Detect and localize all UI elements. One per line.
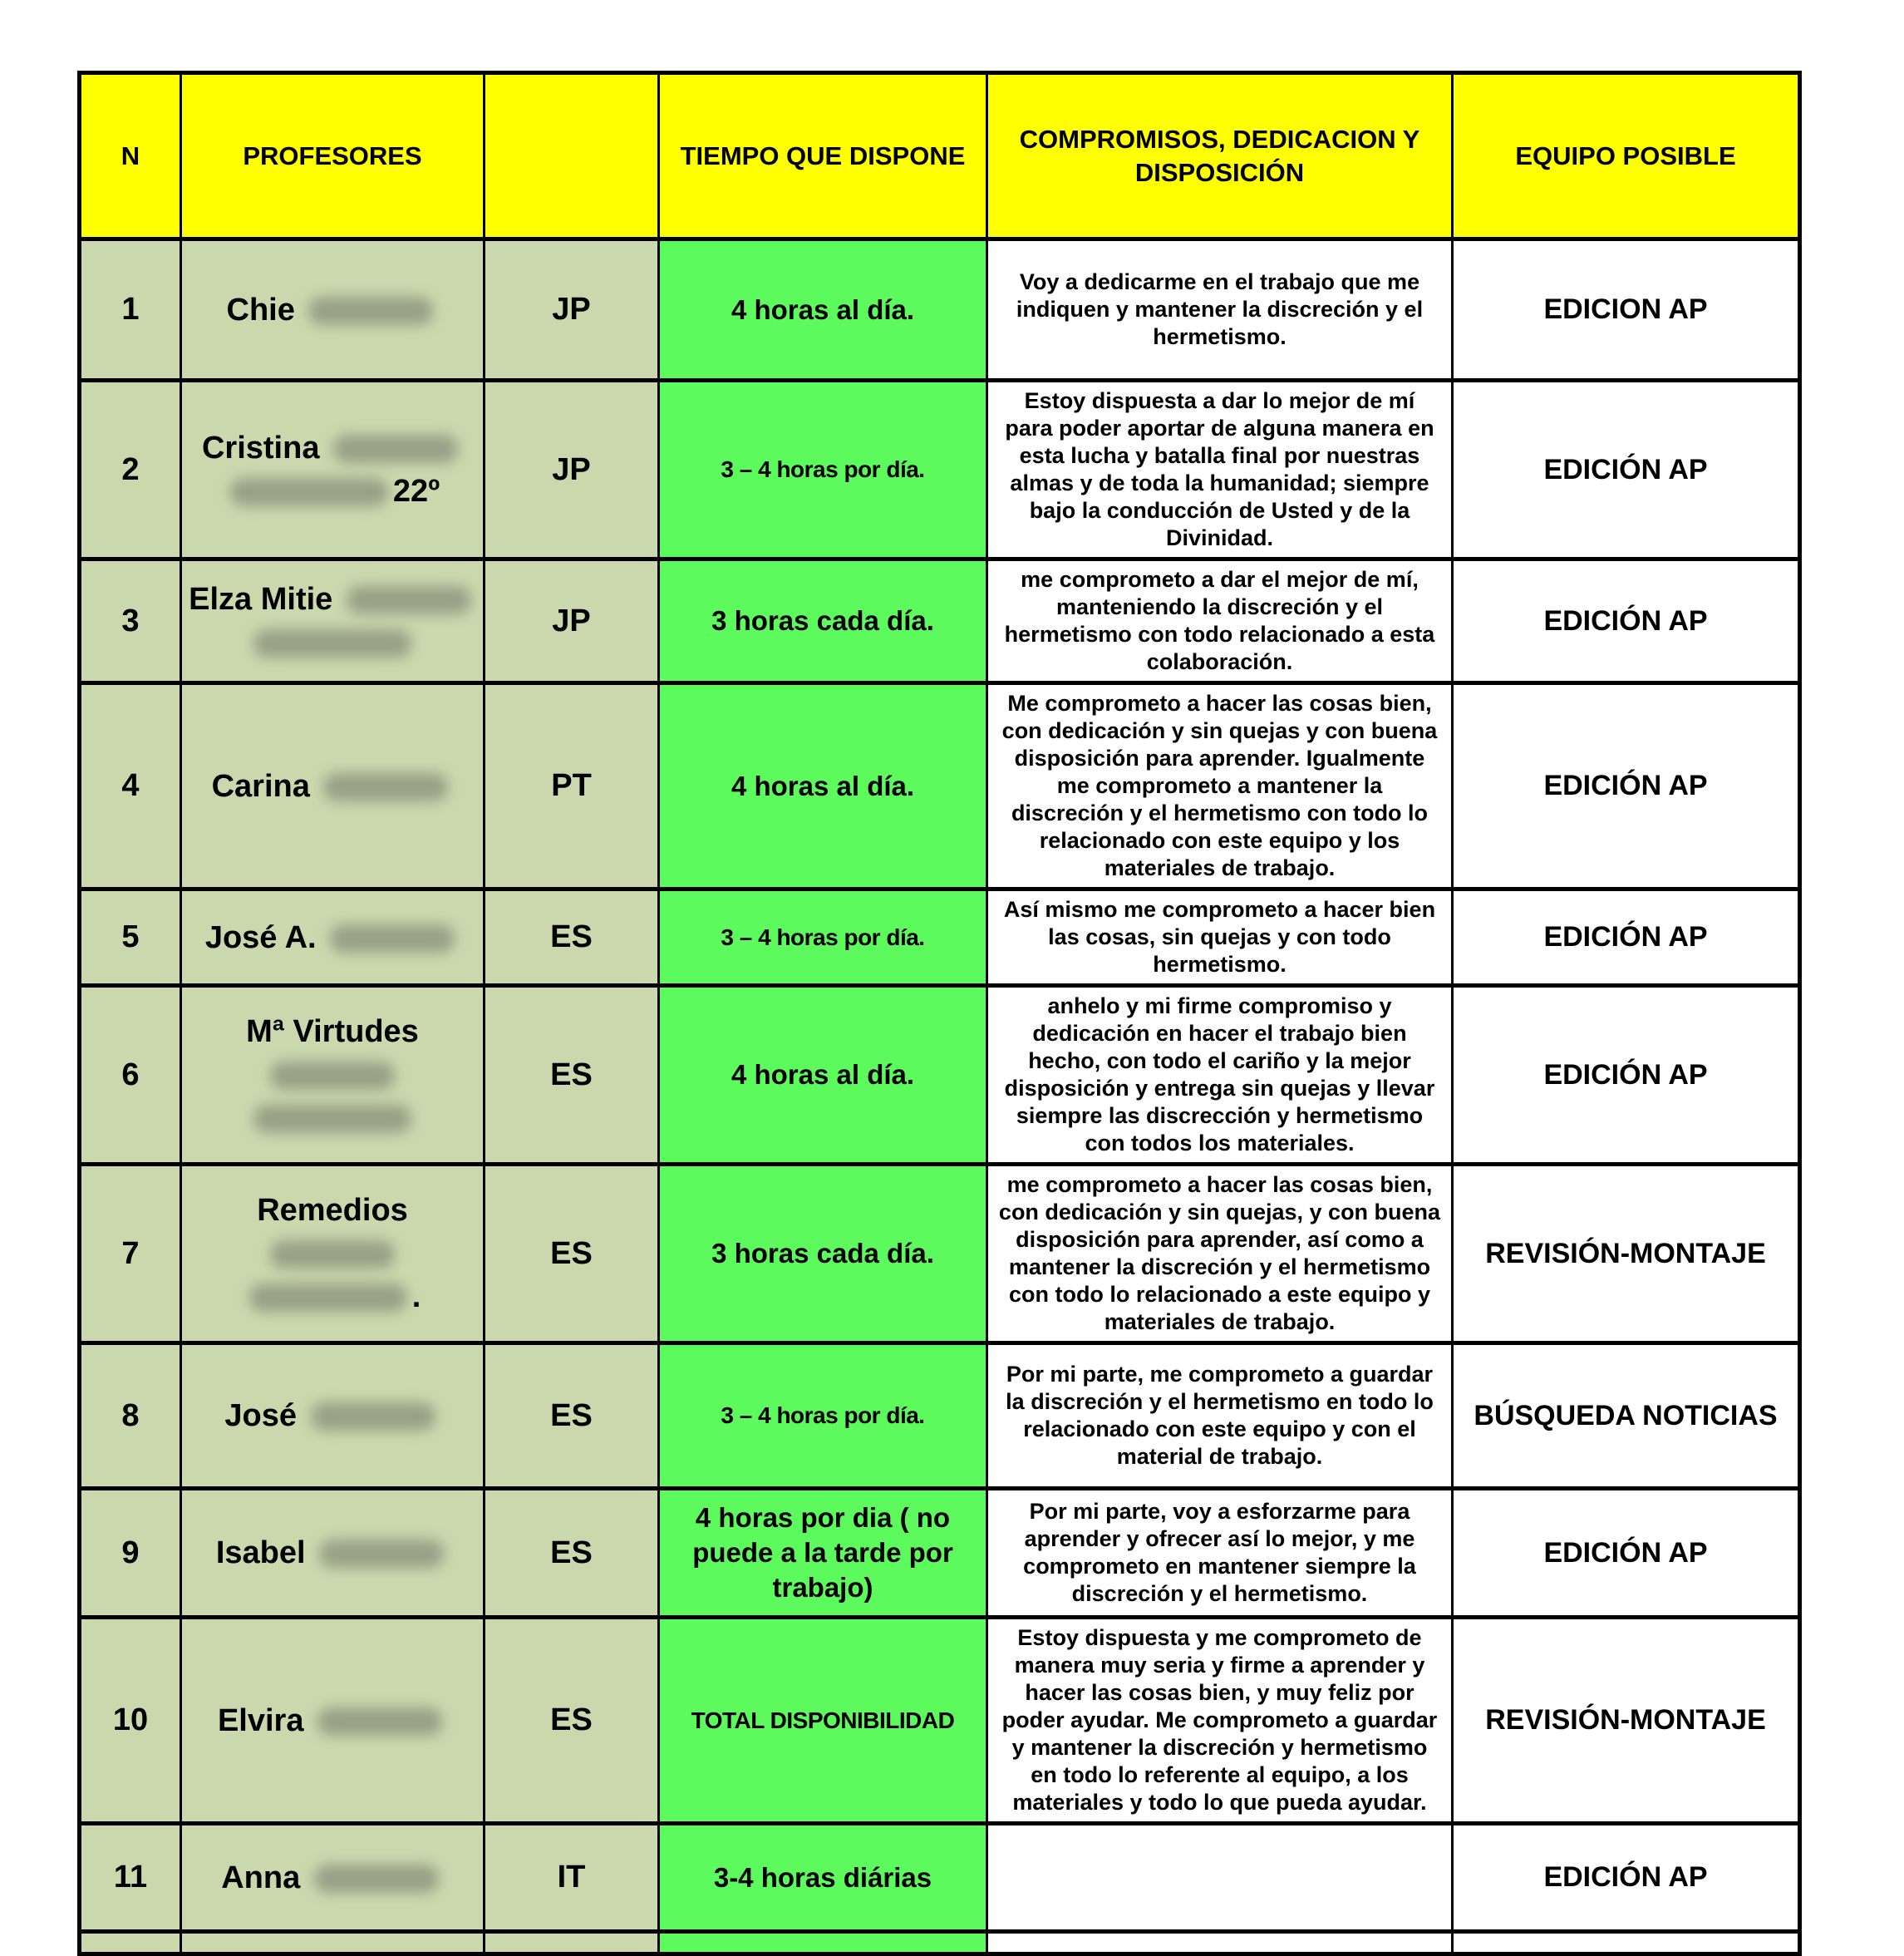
redacted-name-blur — [330, 924, 455, 953]
redacted-name-blur — [253, 1105, 411, 1133]
cut-off-cell — [80, 1932, 181, 1954]
professors-table — [77, 71, 1802, 1956]
team-cell: BÚSQUEDA NOTICIAS — [1453, 1343, 1800, 1489]
header-n: N — [80, 73, 181, 239]
team-cell: EDICION AP — [1453, 239, 1800, 381]
professor-name-suffix: . — [411, 1279, 421, 1314]
professor-name-line1 — [189, 916, 476, 959]
cut-off-cell — [181, 1932, 485, 1954]
table-row — [80, 1824, 1800, 1932]
table-row — [80, 381, 1800, 559]
team-cell: EDICIÓN AP — [1453, 381, 1800, 559]
redacted-name-blur — [314, 1865, 439, 1893]
language-cell: ES — [485, 1489, 659, 1618]
redacted-name-blur — [270, 1062, 395, 1090]
language-cell: JP — [485, 559, 659, 683]
professor-name-cell — [181, 1618, 485, 1824]
row-number-cell: 11 — [80, 1824, 181, 1932]
time-available-cell: 4 horas por dia ( no puede a la tarde por trabajo) — [659, 1489, 987, 1618]
professor-name-line1 — [189, 1010, 476, 1096]
professor-name-text: Elvira — [217, 1702, 304, 1738]
professor-name-cell — [181, 1824, 485, 1932]
team-cell: EDICIÓN AP — [1453, 1824, 1800, 1932]
row-number-cell: 3 — [80, 559, 181, 683]
time-available-cell: 4 horas al día. — [659, 683, 987, 889]
professor-name-line1 — [189, 288, 476, 332]
time-available-cell: 4 horas al día. — [659, 239, 987, 381]
professor-name-cell — [181, 986, 485, 1165]
professor-name-text: José A. — [204, 919, 317, 955]
redacted-name-blur — [317, 1707, 442, 1736]
commitment-cell: Estoy dispuesta a dar lo mejor de mí para poder aportar de alguna manera en esta lucha y batalla final por nuestras almas y de toda la humanidad; siempre bajo la conducción de Usted y de la Divinidad. — [987, 381, 1453, 559]
language-cell: ES — [485, 1343, 659, 1489]
professor-name-line1 — [189, 1531, 476, 1574]
team-cell: EDICIÓN AP — [1453, 683, 1800, 889]
cut-off-cell — [659, 1932, 987, 1954]
team-cell: REVISIÓN-MONTAJE — [1453, 1618, 1800, 1824]
row-number-cell: 1 — [80, 239, 181, 381]
professor-name-line1 — [189, 1699, 476, 1742]
commitment-cell — [987, 1824, 1453, 1932]
professor-name-line1 — [189, 578, 476, 621]
commitment-cell: anhelo y mi firme compromiso y dedicación en hacer el trabajo bien hecho, con todo el cariño y la mejor disposición y entrega sin quejas y llevar siempre las discrección y hermetismo con todos los materiales. — [987, 986, 1453, 1165]
commitment-cell: Por mi parte, me comprometo a guardar la discreción y el hermetismo en todo lo relacionado con este equipo y con el material de trabajo. — [987, 1343, 1453, 1489]
table-row — [80, 1343, 1800, 1489]
redacted-name-blur — [319, 1540, 444, 1568]
header-language — [485, 73, 659, 239]
cut-off-cell — [485, 1932, 659, 1954]
time-available-cell: 3 – 4 horas por día. — [659, 1343, 987, 1489]
header-row — [80, 73, 1800, 239]
commitment-cell: Por mi parte, voy a esforzarme para aprender y ofrecer así lo mejor, y me comprometo en mantener siempre la discreción y el hermetismo. — [987, 1489, 1453, 1618]
commitment-cell: Estoy dispuesta y me comprometo de manera muy seria y firme a aprender y hacer las cosas bien, y muy feliz por poder ayudar. Me comprometo a guardar y mantener la discreción y hermetismo en todo lo referente al equipo, a los materiales y todo lo que pueda ayudar. — [987, 1618, 1453, 1824]
row-number-cell: 6 — [80, 986, 181, 1165]
header-equipo: EQUIPO POSIBLE — [1453, 73, 1800, 239]
time-available-cell: 4 horas al día. — [659, 986, 987, 1165]
row-number-cell: 10 — [80, 1618, 181, 1824]
commitment-cell: Voy a dedicarme en el trabajo que me indiquen y mantener la discreción y el hermetismo. — [987, 239, 1453, 381]
language-cell: JP — [485, 381, 659, 559]
row-number-cell: 8 — [80, 1343, 181, 1489]
professor-name-cell — [181, 1165, 485, 1343]
redacted-name-blur — [333, 435, 458, 463]
cut-off-next-row — [80, 1932, 1800, 1954]
language-cell: ES — [485, 986, 659, 1165]
table-row — [80, 889, 1800, 986]
redacted-name-blur — [347, 586, 471, 614]
team-cell: EDICIÓN AP — [1453, 986, 1800, 1165]
professor-name-line1 — [189, 426, 476, 470]
time-available-cell: 3 – 4 horas por día. — [659, 381, 987, 559]
professor-name-suffix: 22º — [392, 474, 440, 509]
cut-off-cell — [1453, 1932, 1800, 1954]
time-available-cell: 3 – 4 horas por día. — [659, 889, 987, 986]
row-number-cell: 4 — [80, 683, 181, 889]
professor-name-cell — [181, 559, 485, 683]
professor-name-text: Elza Mitie — [189, 582, 333, 617]
time-available-cell: TOTAL DISPONIBILIDAD — [659, 1618, 987, 1824]
professor-name-text: Anna — [221, 1860, 301, 1895]
language-cell: ES — [485, 889, 659, 986]
table-row — [80, 239, 1800, 381]
professor-name-line1 — [189, 1189, 476, 1275]
redacted-name-blur — [230, 478, 388, 506]
redacted-name-blur — [270, 1240, 395, 1269]
header-profesores: PROFESORES — [181, 73, 485, 239]
professor-name-text: Cristina — [201, 431, 320, 466]
commitment-cell: me comprometo a hacer las cosas bien, con dedicación y sin quejas, y con buena disposición para aprender, así como a mantener la discreción y el hermetismo con todo lo relacionado a este equipo y materiales de trabajo. — [987, 1165, 1453, 1343]
time-available-cell: 3-4 horas diárias — [659, 1824, 987, 1932]
redacted-name-blur — [323, 773, 448, 801]
row-number-cell: 7 — [80, 1165, 181, 1343]
professor-name-text: Mª Virtudes — [246, 1014, 419, 1049]
professor-name-text: Carina — [211, 768, 310, 804]
professor-name-line2 — [189, 1096, 476, 1140]
header-tiempo: TIEMPO QUE DISPONE — [659, 73, 987, 239]
header-compromisos: COMPROMISOS, DEDICACION Y DISPOSICIÓN — [987, 73, 1453, 239]
commitment-cell: Me comprometo a hacer las cosas bien, con dedicación y sin quejas y con buena disposición para aprender. Igualmente me comprometo a mantener la discreción y el hermetismo con todo lo relacionado con este equipo y los materiales de trabajo. — [987, 683, 1453, 889]
professor-name-line1 — [189, 765, 476, 808]
table-row — [80, 1618, 1800, 1824]
professor-name-line2 — [189, 470, 476, 513]
row-number-cell: 2 — [80, 381, 181, 559]
commitment-cell: me comprometo a dar el mejor de mí, manteniendo la discreción y el hermetismo con todo relacionado a esta colaboración. — [987, 559, 1453, 683]
professor-name-cell — [181, 1489, 485, 1618]
redacted-name-blur — [253, 629, 411, 658]
redacted-name-blur — [311, 1402, 435, 1431]
language-cell: IT — [485, 1824, 659, 1932]
table-row — [80, 559, 1800, 683]
professor-name-cell — [181, 239, 485, 381]
team-cell: EDICIÓN AP — [1453, 1489, 1800, 1618]
team-cell: REVISIÓN-MONTAJE — [1453, 1165, 1800, 1343]
professor-name-cell — [181, 381, 485, 559]
commitment-cell: Así mismo me comprometo a hacer bien las cosas, sin quejas y con todo hermetismo. — [987, 889, 1453, 986]
professor-name-cell — [181, 1343, 485, 1489]
professor-name-text: Isabel — [215, 1535, 306, 1570]
time-available-cell: 3 horas cada día. — [659, 1165, 987, 1343]
table-row — [80, 1165, 1800, 1343]
language-cell: ES — [485, 1618, 659, 1824]
professor-name-line2 — [189, 621, 476, 664]
redacted-name-blur — [308, 297, 433, 325]
language-cell: JP — [485, 239, 659, 381]
table-row — [80, 986, 1800, 1165]
professor-name-text: Chie — [226, 292, 295, 328]
language-cell: ES — [485, 1165, 659, 1343]
professor-name-cell — [181, 683, 485, 889]
row-number-cell: 5 — [80, 889, 181, 986]
professor-name-line1 — [189, 1394, 476, 1437]
professor-name-line1 — [189, 1856, 476, 1899]
table-row — [80, 683, 1800, 889]
language-cell: PT — [485, 683, 659, 889]
professor-name-text: Remedios — [257, 1193, 408, 1228]
team-cell: EDICIÓN AP — [1453, 559, 1800, 683]
cut-off-cell — [987, 1932, 1453, 1954]
professor-name-cell — [181, 889, 485, 986]
time-available-cell: 3 horas cada día. — [659, 559, 987, 683]
team-cell: EDICIÓN AP — [1453, 889, 1800, 986]
redacted-name-blur — [249, 1283, 407, 1312]
professor-name-line2 — [189, 1275, 476, 1318]
table-row — [80, 1489, 1800, 1618]
professor-name-text: José — [224, 1398, 298, 1433]
row-number-cell: 9 — [80, 1489, 181, 1618]
